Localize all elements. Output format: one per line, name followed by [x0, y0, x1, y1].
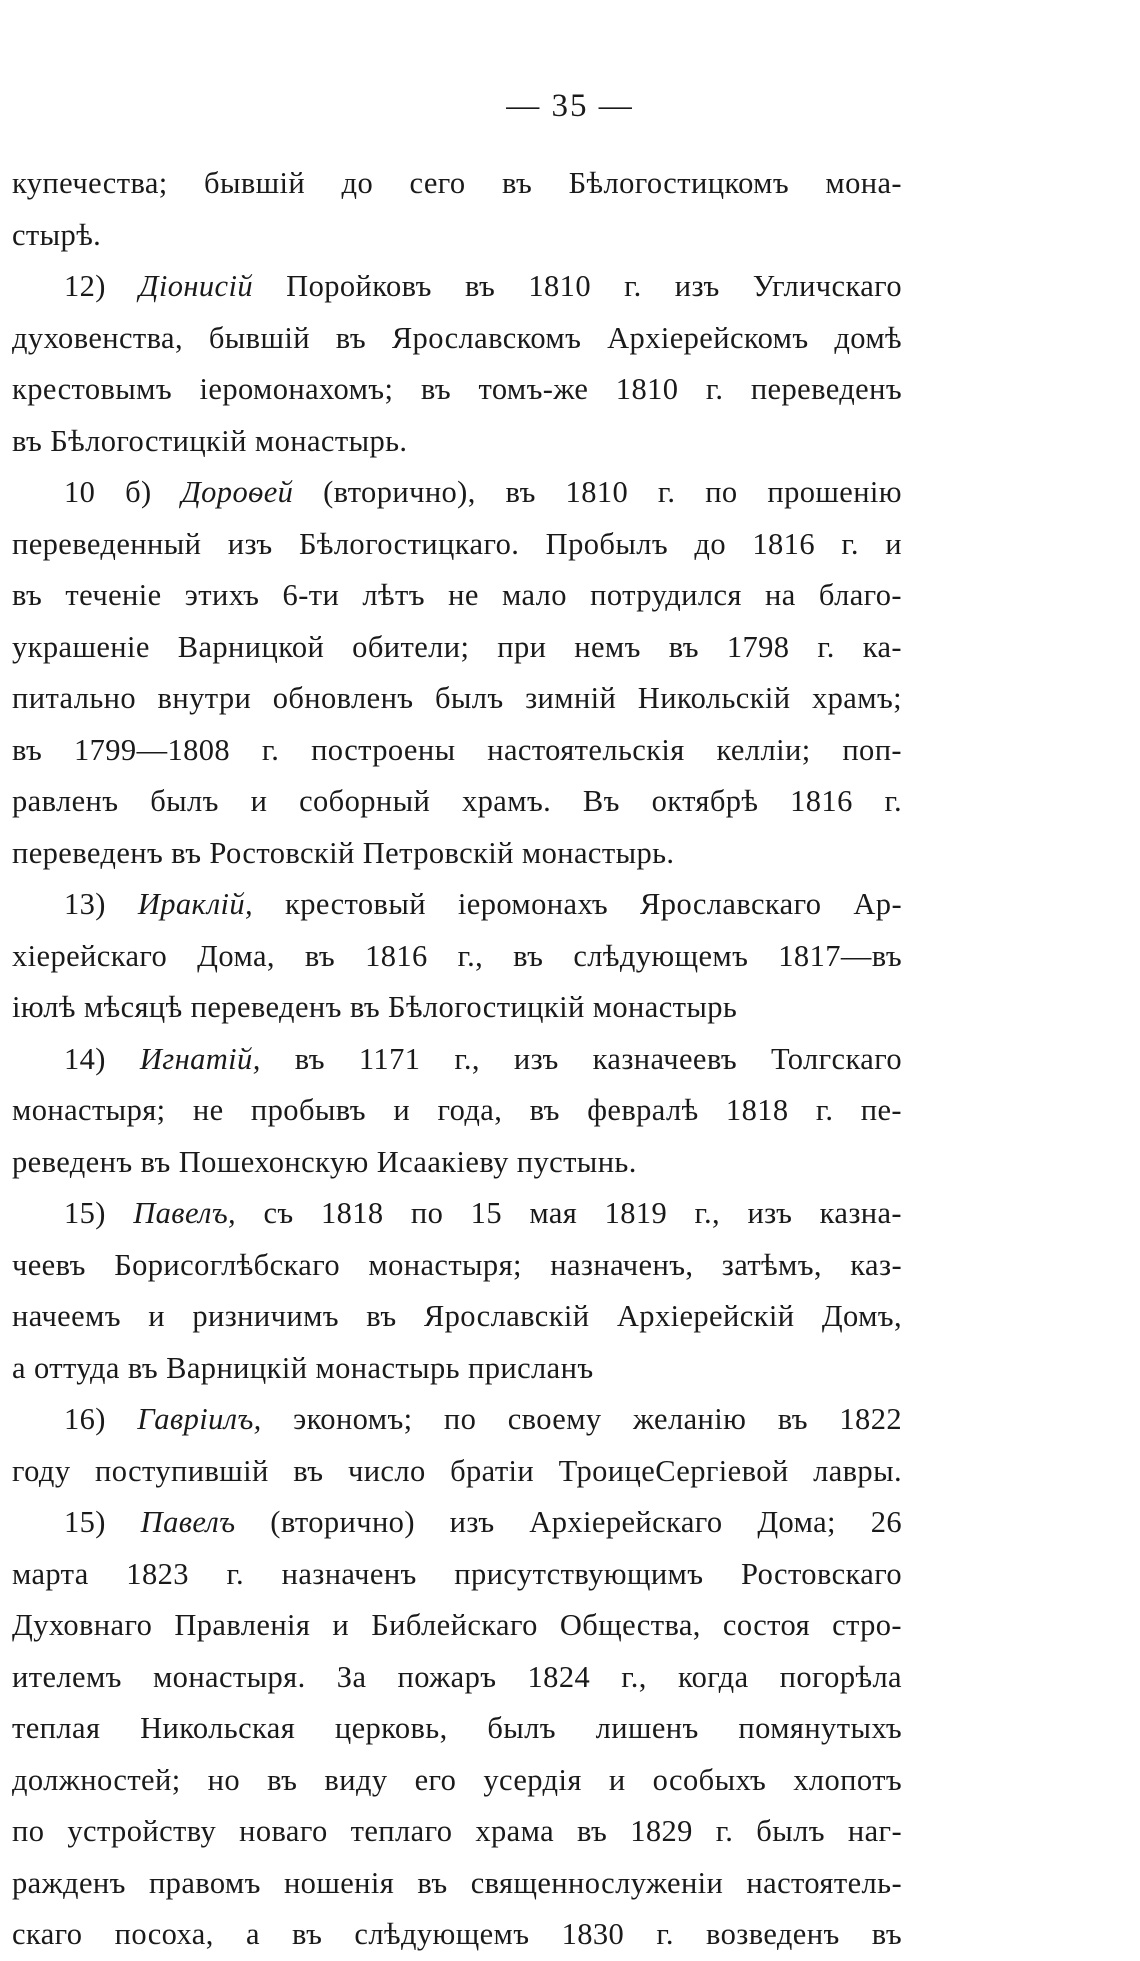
line-text: должностей; но въ виду его усердія и особыхъ хлопотъ — [12, 1762, 902, 1797]
line-text: 12) — [64, 269, 140, 303]
line-text-continued: (вторично), въ 1810 г. по прошенію — [293, 475, 902, 509]
text-line — [12, 1085, 902, 1137]
text-line — [12, 1909, 902, 1961]
person-name: Гавріилъ, — [137, 1402, 262, 1436]
line-text: ителемъ монастыря. За пожаръ 1824 г., когда погорѣла — [12, 1659, 902, 1694]
paragraph-first-line — [12, 1394, 902, 1446]
paragraph-first-line — [12, 879, 902, 931]
line-text-continued: экономъ; по своему желанію въ 1822 — [261, 1402, 902, 1436]
line-text-continued: въ 1171 г., изъ казначеевъ Толгскаго — [260, 1041, 902, 1076]
text-line — [12, 1755, 902, 1807]
text-line — [12, 982, 902, 1034]
line-text: а оттуда въ Варницкій монастырь присланъ — [12, 1350, 594, 1385]
line-text: по устройству новаго теплаго храма въ 1829 г. былъ наг- — [12, 1814, 902, 1848]
paragraph-first-line — [12, 1188, 902, 1240]
text-line — [12, 931, 902, 983]
paragraph-first-line — [12, 261, 902, 313]
text-line — [12, 364, 902, 416]
line-text-continued: съ 1818 по 15 мая 1819 г., изъ казна- — [236, 1196, 902, 1230]
line-text: 15) — [64, 1196, 134, 1230]
text-line — [12, 828, 902, 880]
line-text: въ 1799—1808 г. построены настоятельскія келліи; поп- — [12, 732, 902, 767]
line-text: марта 1823 г. назначенъ присутствующимъ Ростовскаго — [12, 1556, 902, 1591]
line-text: 13) — [64, 887, 138, 921]
text-line — [12, 1446, 902, 1498]
person-name: Игнатій, — [139, 1041, 261, 1076]
paragraph-first-line — [12, 1497, 902, 1549]
line-text: духовенства, бывшій въ Ярославскомъ Архіерейскомъ домѣ — [12, 320, 902, 355]
text-line — [12, 519, 902, 571]
line-text-continued: Поройковъ въ 1810 г. изъ Угличскаго — [253, 269, 902, 303]
page-number: — 35 — — [506, 88, 634, 124]
text-line — [12, 673, 902, 725]
line-text: году поступившій въ число братіи ТроицеСергіевой лавры. — [12, 1453, 902, 1488]
line-text: хіерейскаго Дома, въ 1816 г., въ слѣдующемъ 1817—въ — [12, 938, 902, 973]
line-text: крестовымъ іеромонахомъ; въ томъ-же 1810 г. переведенъ — [12, 372, 902, 406]
line-text: стырѣ. — [12, 217, 102, 252]
text-line — [12, 313, 902, 365]
line-text: скаго посоха, а въ слѣдующемъ 1830 г. возведенъ въ — [12, 1917, 902, 1951]
paragraph-first-line — [12, 1034, 902, 1086]
line-text: іюлѣ мѣсяцѣ переведенъ въ Бѣлогостицкій монастырь — [12, 990, 738, 1024]
line-text-continued: крестовый іеромонахъ Ярославскаго Ар- — [253, 887, 902, 921]
line-text: питально внутри обновленъ былъ зимній Никольскій храмъ; — [12, 681, 902, 715]
line-text: въ Бѣлогостицкій монастырь. — [12, 423, 408, 458]
text-line — [12, 1343, 902, 1395]
line-text: реведенъ въ Пошехонскую Исаакіеву пустынь. — [12, 1144, 637, 1179]
line-text: 10 б) — [64, 475, 182, 509]
text-line — [12, 1549, 902, 1601]
text-line — [12, 1137, 902, 1189]
line-text: 15) — [64, 1505, 141, 1539]
person-name: Дороѳей — [181, 475, 294, 509]
line-text: теплая Никольская церковь, былъ лишенъ помянутыхъ — [12, 1711, 902, 1745]
person-name: Діонисій — [139, 269, 254, 303]
text-line — [12, 1600, 902, 1652]
person-name: Ираклій, — [137, 887, 254, 921]
line-text: Духовнаго Правленія и Библейскаго Общества, состоя стро- — [12, 1608, 902, 1642]
text-line — [12, 1806, 902, 1858]
line-text: равленъ былъ и соборный храмъ. Въ октябрѣ 1816 г. — [12, 784, 902, 818]
text-line — [12, 622, 902, 674]
text-line — [12, 776, 902, 828]
line-text: купечества; бывшій до сего въ Бѣлогостицкомъ мона- — [12, 166, 902, 200]
line-text: переведенъ въ Ростовскій Петровскій монастырь. — [12, 835, 675, 870]
line-text: 16) — [64, 1402, 138, 1436]
line-text: чеевъ Борисоглѣбскаго монастыря; назначенъ, затѣмъ, каз- — [12, 1247, 902, 1282]
text-line — [12, 1291, 902, 1343]
line-text: начеемъ и ризничимъ въ Ярославскій Архіерейскій Домъ, — [12, 1299, 902, 1333]
text-line — [12, 1858, 902, 1910]
paragraph-first-line — [12, 467, 902, 519]
text-line — [12, 210, 902, 262]
line-text: въ теченіе этихъ 6-ти лѣтъ не мало потрудился на благо- — [12, 578, 902, 612]
person-name: Павелъ — [140, 1505, 236, 1539]
text-line — [12, 1240, 902, 1292]
text-line — [12, 416, 902, 468]
text-line — [12, 1652, 902, 1704]
line-text-continued: (вторично) изъ Архіерейскаго Дома; 26 — [235, 1505, 903, 1539]
line-text: монастыря; не пробывъ и года, въ февралѣ 1818 г. пе- — [12, 1093, 902, 1127]
text-line — [12, 1703, 902, 1755]
text-line — [12, 570, 902, 622]
line-text: ражденъ правомъ ношенія въ священнослуженіи настоятель- — [12, 1865, 902, 1900]
line-text: 14) — [64, 1041, 140, 1076]
text-line — [12, 158, 902, 210]
line-text: украшеніе Варницкой обители; при немъ въ 1798 г. ка- — [12, 629, 902, 664]
line-text: переведенный изъ Бѣлогостицкаго. Пробылъ до 1816 г. и — [12, 526, 902, 561]
text-body — [12, 158, 902, 1961]
text-line — [12, 725, 902, 777]
person-name: Павелъ, — [133, 1196, 237, 1230]
